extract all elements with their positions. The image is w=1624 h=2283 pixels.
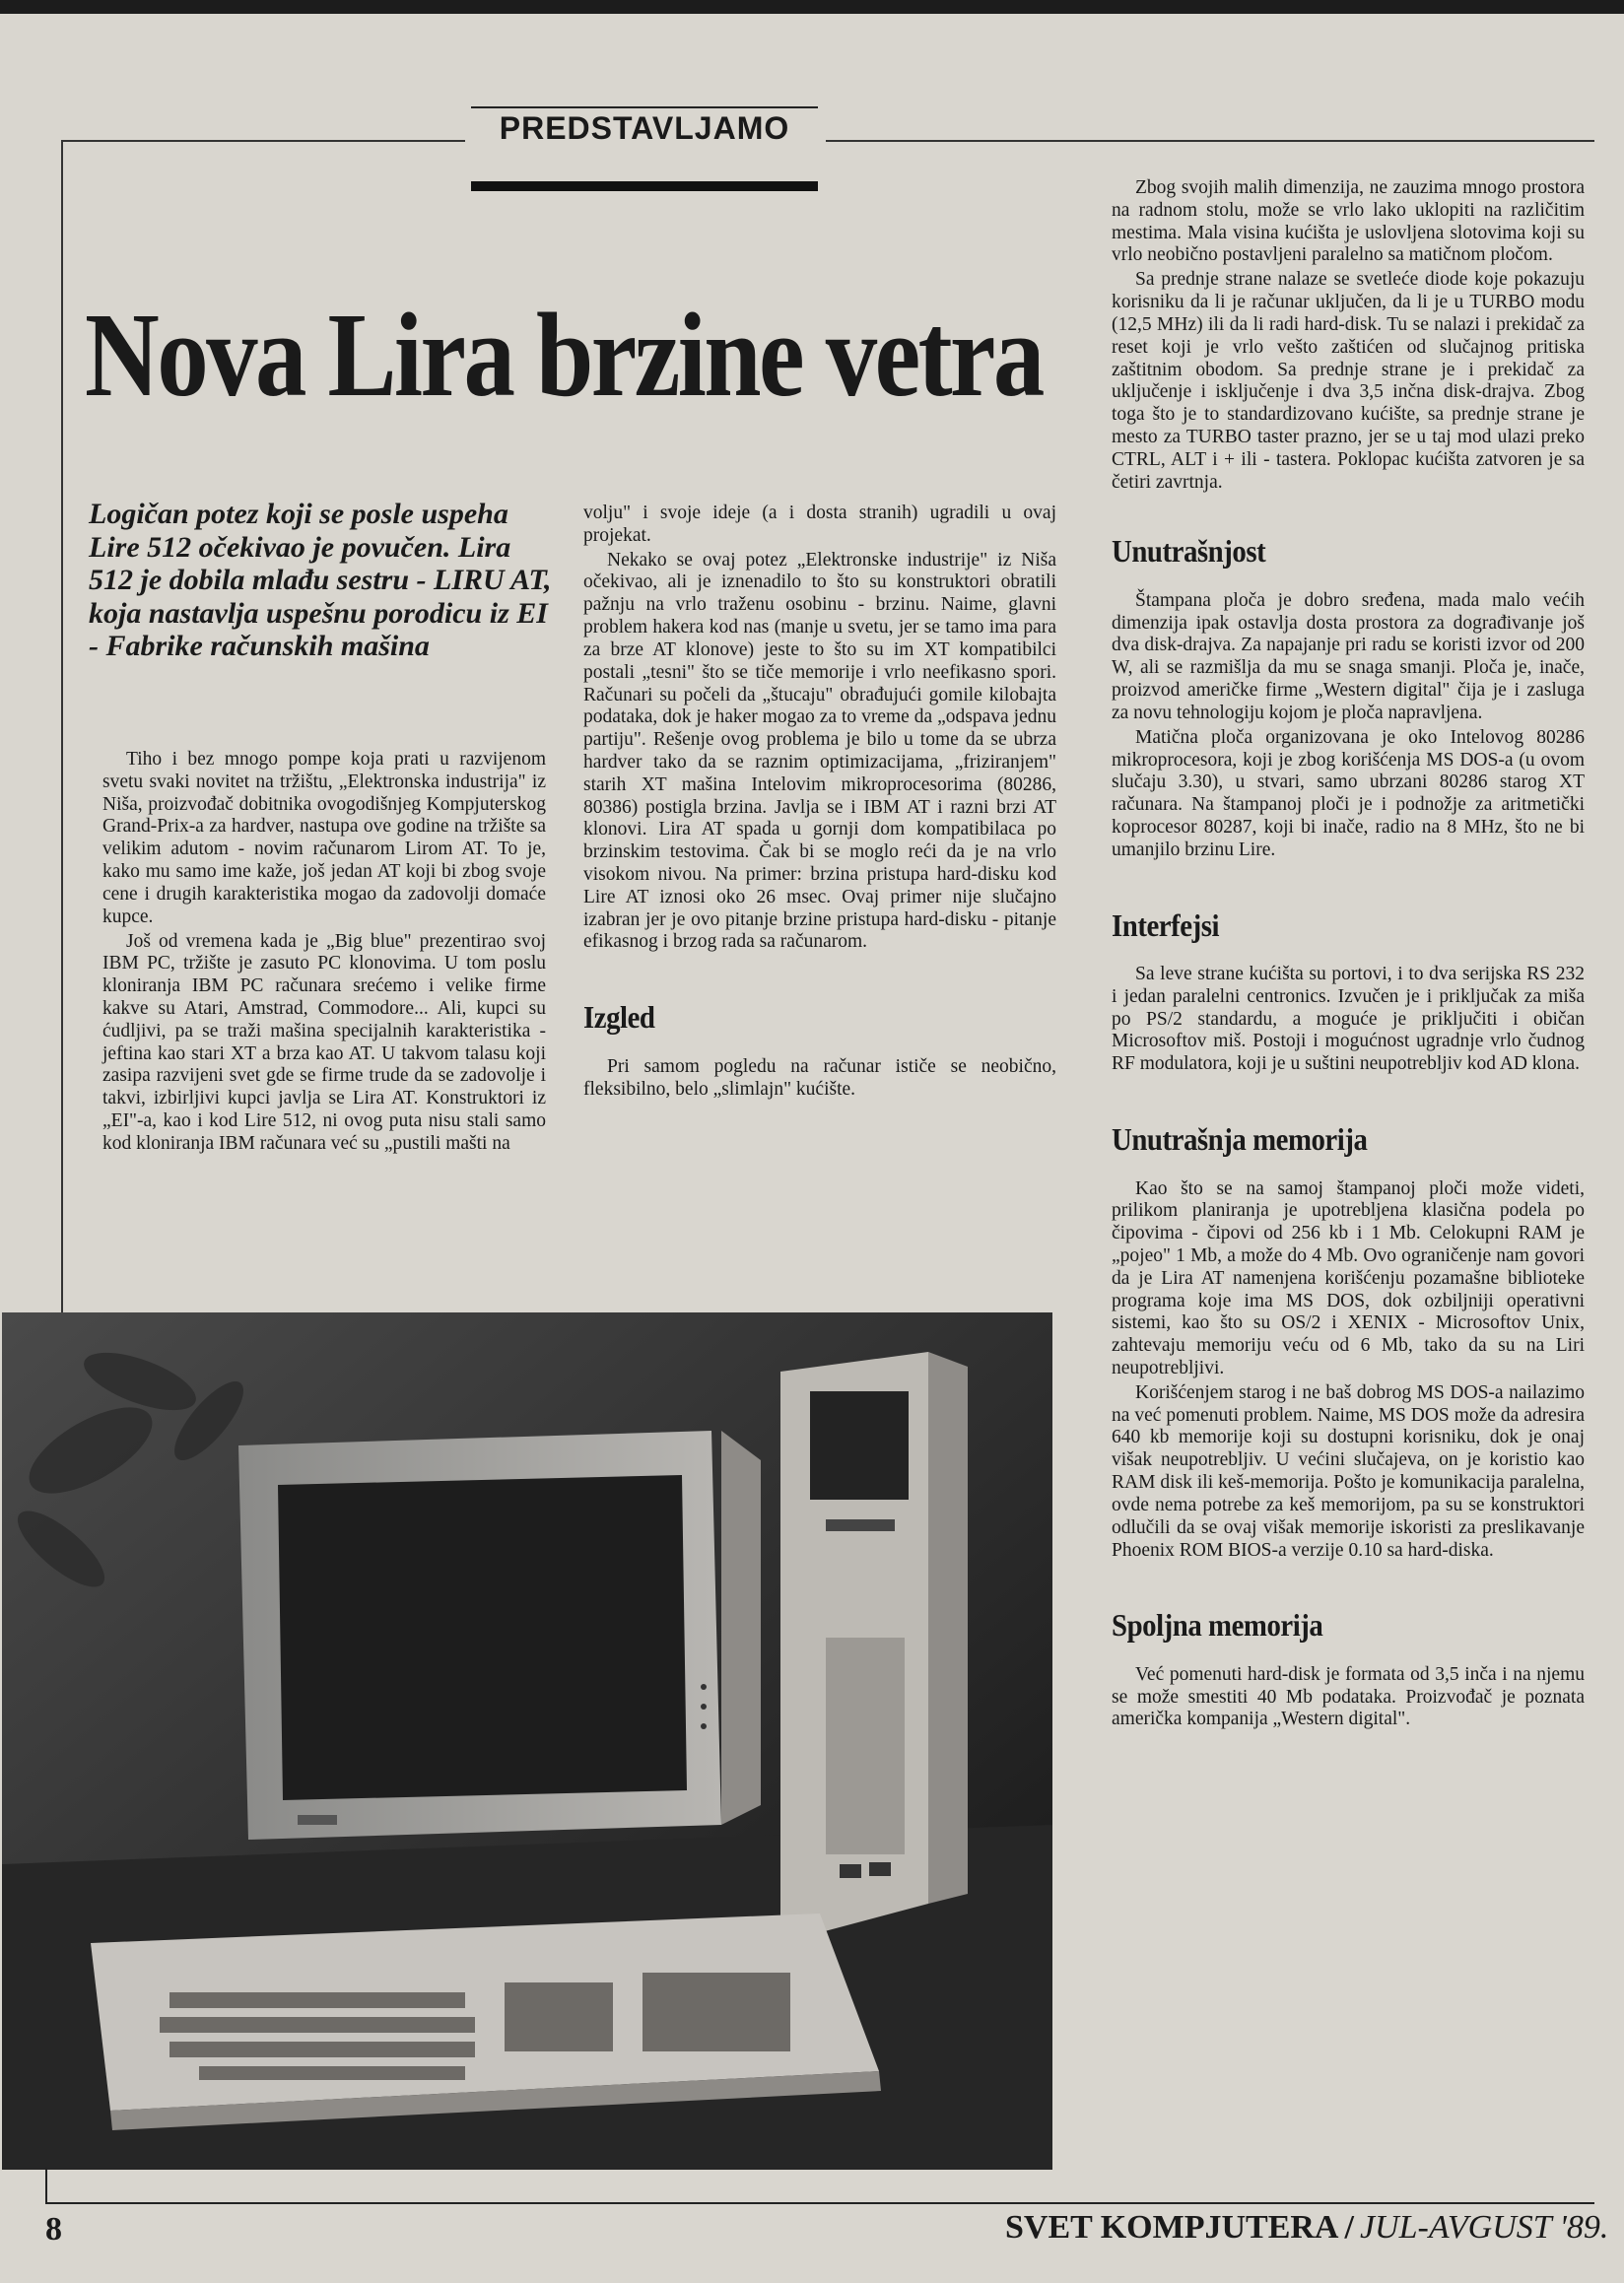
- scan-top-edge: [0, 0, 1624, 14]
- computer-photo-illustration: [2, 1312, 1052, 2170]
- computer-photo: [2, 1312, 1052, 2170]
- column-2: [583, 503, 1056, 1103]
- magazine-footer: [1005, 2209, 1608, 2247]
- footer-separator: /: [1344, 2209, 1354, 2246]
- frame-rule-top-left: [61, 140, 465, 142]
- paragraph: Zbog svojih malih dimenzija, ne zauzima mnogo prostora na radnom stolu, može se vrlo lako uklopiti na različitim mestima. Mala visina kućišta je uslovljena slotovima koji su vrlo neobično postavljeni paralelno sa matičnom pločom.: [1112, 177, 1585, 266]
- paragraph: Tiho i bez mnogo pompe koja prati u razvijenom svetu svaki novitet na tržištu, „Elektronska industrija" iz Niša, proizvođač dobitnika ovogodišnjeg Kompjuterskog Grand-Prix-a za hardver, nastupa ove godine na tržište sa velikim adutom - novim računarom Lirom AT. To je, kako mu samo ime kaže, još jedan AT koji bi zbog svoje cene i drugih karakteristika mogao da zadovolji domaće kupce.: [102, 749, 546, 927]
- paragraph: Nekako se ovaj potez „Elektronske industrije" iz Niša očekivao, ali je iznenadilo to što su konstruktori obratili pažnju na vrlo traženu osobinu - brzinu. Naime, glavni problem hakera kod nas (manje u svetu, jer se tamo ima para za brze AT klonove) jeste to što su im XT kompatibilci postali „tesni" što se tiče memorije i vrlo neefikasno spori. Računari su počeli da „štucaju" obrađujući gomile kilobajta podataka, dok je haker mogao za to vreme da „odspava jednu partiju". Rešenje ovog problema je bilo u tome da se ubrza hardver tako da se raznim optimizacijama, „friziranjem" starih XT mašina Intelovim mikroprocesorima (80286, 80386) postigla brzina. Javlja se i IBM AT i razni brzi AT klonovi. Lira AT spada u gornji dom kompatibilaca po brzinskim testovima. Čak bi se moglo reći da je na vrlo visokom nivou. Na primer: brzina pristupa hard-disku kod Lire AT iznosi oko 26 msec. Ovaj primer nije slučajno izabran jer je ovo pitanje brzine pristupa hard-disku - pitanje efikasnog i brzog rada sa računarom.: [583, 549, 1056, 953]
- paragraph: Pri samom pogledu na računar ističe se neobično, fleksibilno, belo „slimlajn" kućište.: [583, 1055, 1056, 1100]
- section-label-bar: [471, 181, 818, 191]
- section-label-rule: [471, 106, 818, 108]
- subheading-spoljna-memorija: Spoljna memorija: [1112, 1607, 1323, 1644]
- paragraph: Matična ploča organizovana je oko Intelovog 80286 mikroprocesora, koji je zbog korišćenja MS DOS-a (u ovom slučaju 3.30), u stvari, samo ubrzani 80286 starog XT računara. Na štampanoj ploči je i podnožje za aritmetički koprocesor 80287, koji bi inače, radio na 8 MHz, što ne bi umanjilo brzinu Lire.: [1112, 726, 1585, 860]
- headline: Nova Lira brzine vetra: [85, 289, 1043, 422]
- subheading-interfejsi: Interfejsi: [1112, 906, 1220, 943]
- paragraph: Sa leve strane kućišta su portovi, i to dva serijska RS 232 i jedan paralelni centronics. Izvučen je i priključak za miša po PS/2 standardu, a moguće je priključiti i običan Microsoftov miš. Postoji i mogućnost ugradnje vrlo čudnog RF modulatora, koji je u suštini neupotrebljiv kod AD klona.: [1112, 964, 1585, 1075]
- paragraph: Kao što se na samoj štampanoj ploči može videti, prilikom planiranja je upotrebljena klasična podela po čipovima - čipovi od 256 kb i 1 Mb. Celokupni RAM je „pojeo" 1 Mb, a može do 4 Mb. Ovo ograničenje nam govori da je Lira AT namenjena korišćenju pozamašne biblioteke programa koje ima MS DOS, dok ozbiljniji operativni sistemi, kao što su OS/2 i XENIX - Microsoftov Unix, zahtevaju memoriju veću od 6 Mb, tako da su na Liri neupotrebljivi.: [1112, 1177, 1585, 1378]
- column-1: [102, 749, 546, 1158]
- frame-rule-top-right: [826, 140, 1594, 142]
- article-deck: Logičan potez koji se posle uspeha Lire 512 očekivao je povučen. Lira 512 je dobila mlađu sestru - LIRU AT, koja nastavlja uspešnu porodicu iz EI - Fabrike računskih mašina: [89, 498, 552, 663]
- footer-rule-left: [45, 2168, 47, 2204]
- subheading-izgled: Izgled: [583, 999, 655, 1036]
- paragraph: Sa prednje strane nalaze se svetleće diode koje pokazuju korisniku da li je računar uključen, da li je u TURBO modu (12,5 MHz) ili da li radi hard-disk. Tu se nalazi i prekidač za reset koji je vrlo vešto zaštićen od slučajnog pritiska zaštitnim obodom. Sa prednje strane je i prekidač za uključenje i isključenje i dva 3,5 inčna disk-drajva. Zbog toga što je to standardizovano kućište, sa prednje strane je mesto za TURBO taster prazno, jer se u taj mod ulazi preko CTRL, ALT i + ili - tastera. Poklopac kućišta zatvoren je sa četiri zavrtnja.: [1112, 269, 1585, 493]
- subheading-unutrasnjost: Unutrašnjost: [1112, 533, 1266, 570]
- page-number: 8: [45, 2211, 62, 2248]
- paragraph: Korišćenjem starog i ne baš dobrog MS DOS-a nailazimo na već pomenuti problem. Naime, MS DOS može da adresira 640 kb memorije koji su dostupni korisniku, dok je onaj višak neupotrebljiv. U većini slučajeva, on je koristio kao RAM disk ili keš-memorija. Pošto je komunikacija paralelna, ovde nema potrebe za keš memorijom, pa su se konstruktori odlučili da se ovaj višak memorije iskoristi za preslikavanje Phoenix ROM BIOS-a verzije 0.10 sa hard-diska.: [1112, 1381, 1585, 1561]
- paragraph: volju" i svoje ideje (a i dosta stranih) ugradili u ovaj projekat.: [583, 503, 1056, 546]
- subheading-unutrasnja-memorija: Unutrašnja memorija: [1112, 1121, 1368, 1158]
- paragraph: Još od vremena kada je „Big blue" prezentirao svoj IBM PC, tržište je zasuto PC klonovima. U tom poslu kloniranja IBM PC računara srećemo i velike firme kakve su Atari, Amstrad, Commodore... Ali, kupci su ćudljivi, pa se traži mašina specijalnih karakteristika - jeftina kao stari XT a brza kao AT. U takvom talasu koji zasipa razvijeni svet gde se firme trude da se zadovolje i takvi, izbirljivi kupci javlja se Lira AT. Konstruktori iz „EI"-a, kao i kod Lire 512, ni ovog puta nisu stali samo kod kloniranja IBM računara već su „pustili mašti na: [102, 930, 546, 1154]
- column-3: [1112, 177, 1585, 1733]
- frame-rule-left: [61, 140, 63, 1312]
- paragraph: Štampana ploča je dobro sređena, mada malo većih dimenzija ipak ostavlja dosta prostora za dograđivanje još dva disk-drajva. Za napajanje pri radu se koristi izvor od 200 W, ali se razmišlja da mu se snaga smanji. Ploča je, inače, proizvod američke firme „Western digital" čija je i zasluga za novu tehnologiju kojom je ploča napravljena.: [1112, 589, 1585, 723]
- magazine-name: SVET KOMPJUTERA: [1005, 2209, 1339, 2246]
- issue-date: JUL-AVGUST '89.: [1359, 2209, 1609, 2246]
- paragraph: Već pomenuti hard-disk je formata od 3,5 inča i na njemu se može smestiti 40 Mb podataka. Proizvođač je poznata američka kompanija „Western digital".: [1112, 1663, 1585, 1730]
- footer-rule: [45, 2202, 1594, 2204]
- section-label: PREDSTAVLJAMO: [499, 110, 790, 146]
